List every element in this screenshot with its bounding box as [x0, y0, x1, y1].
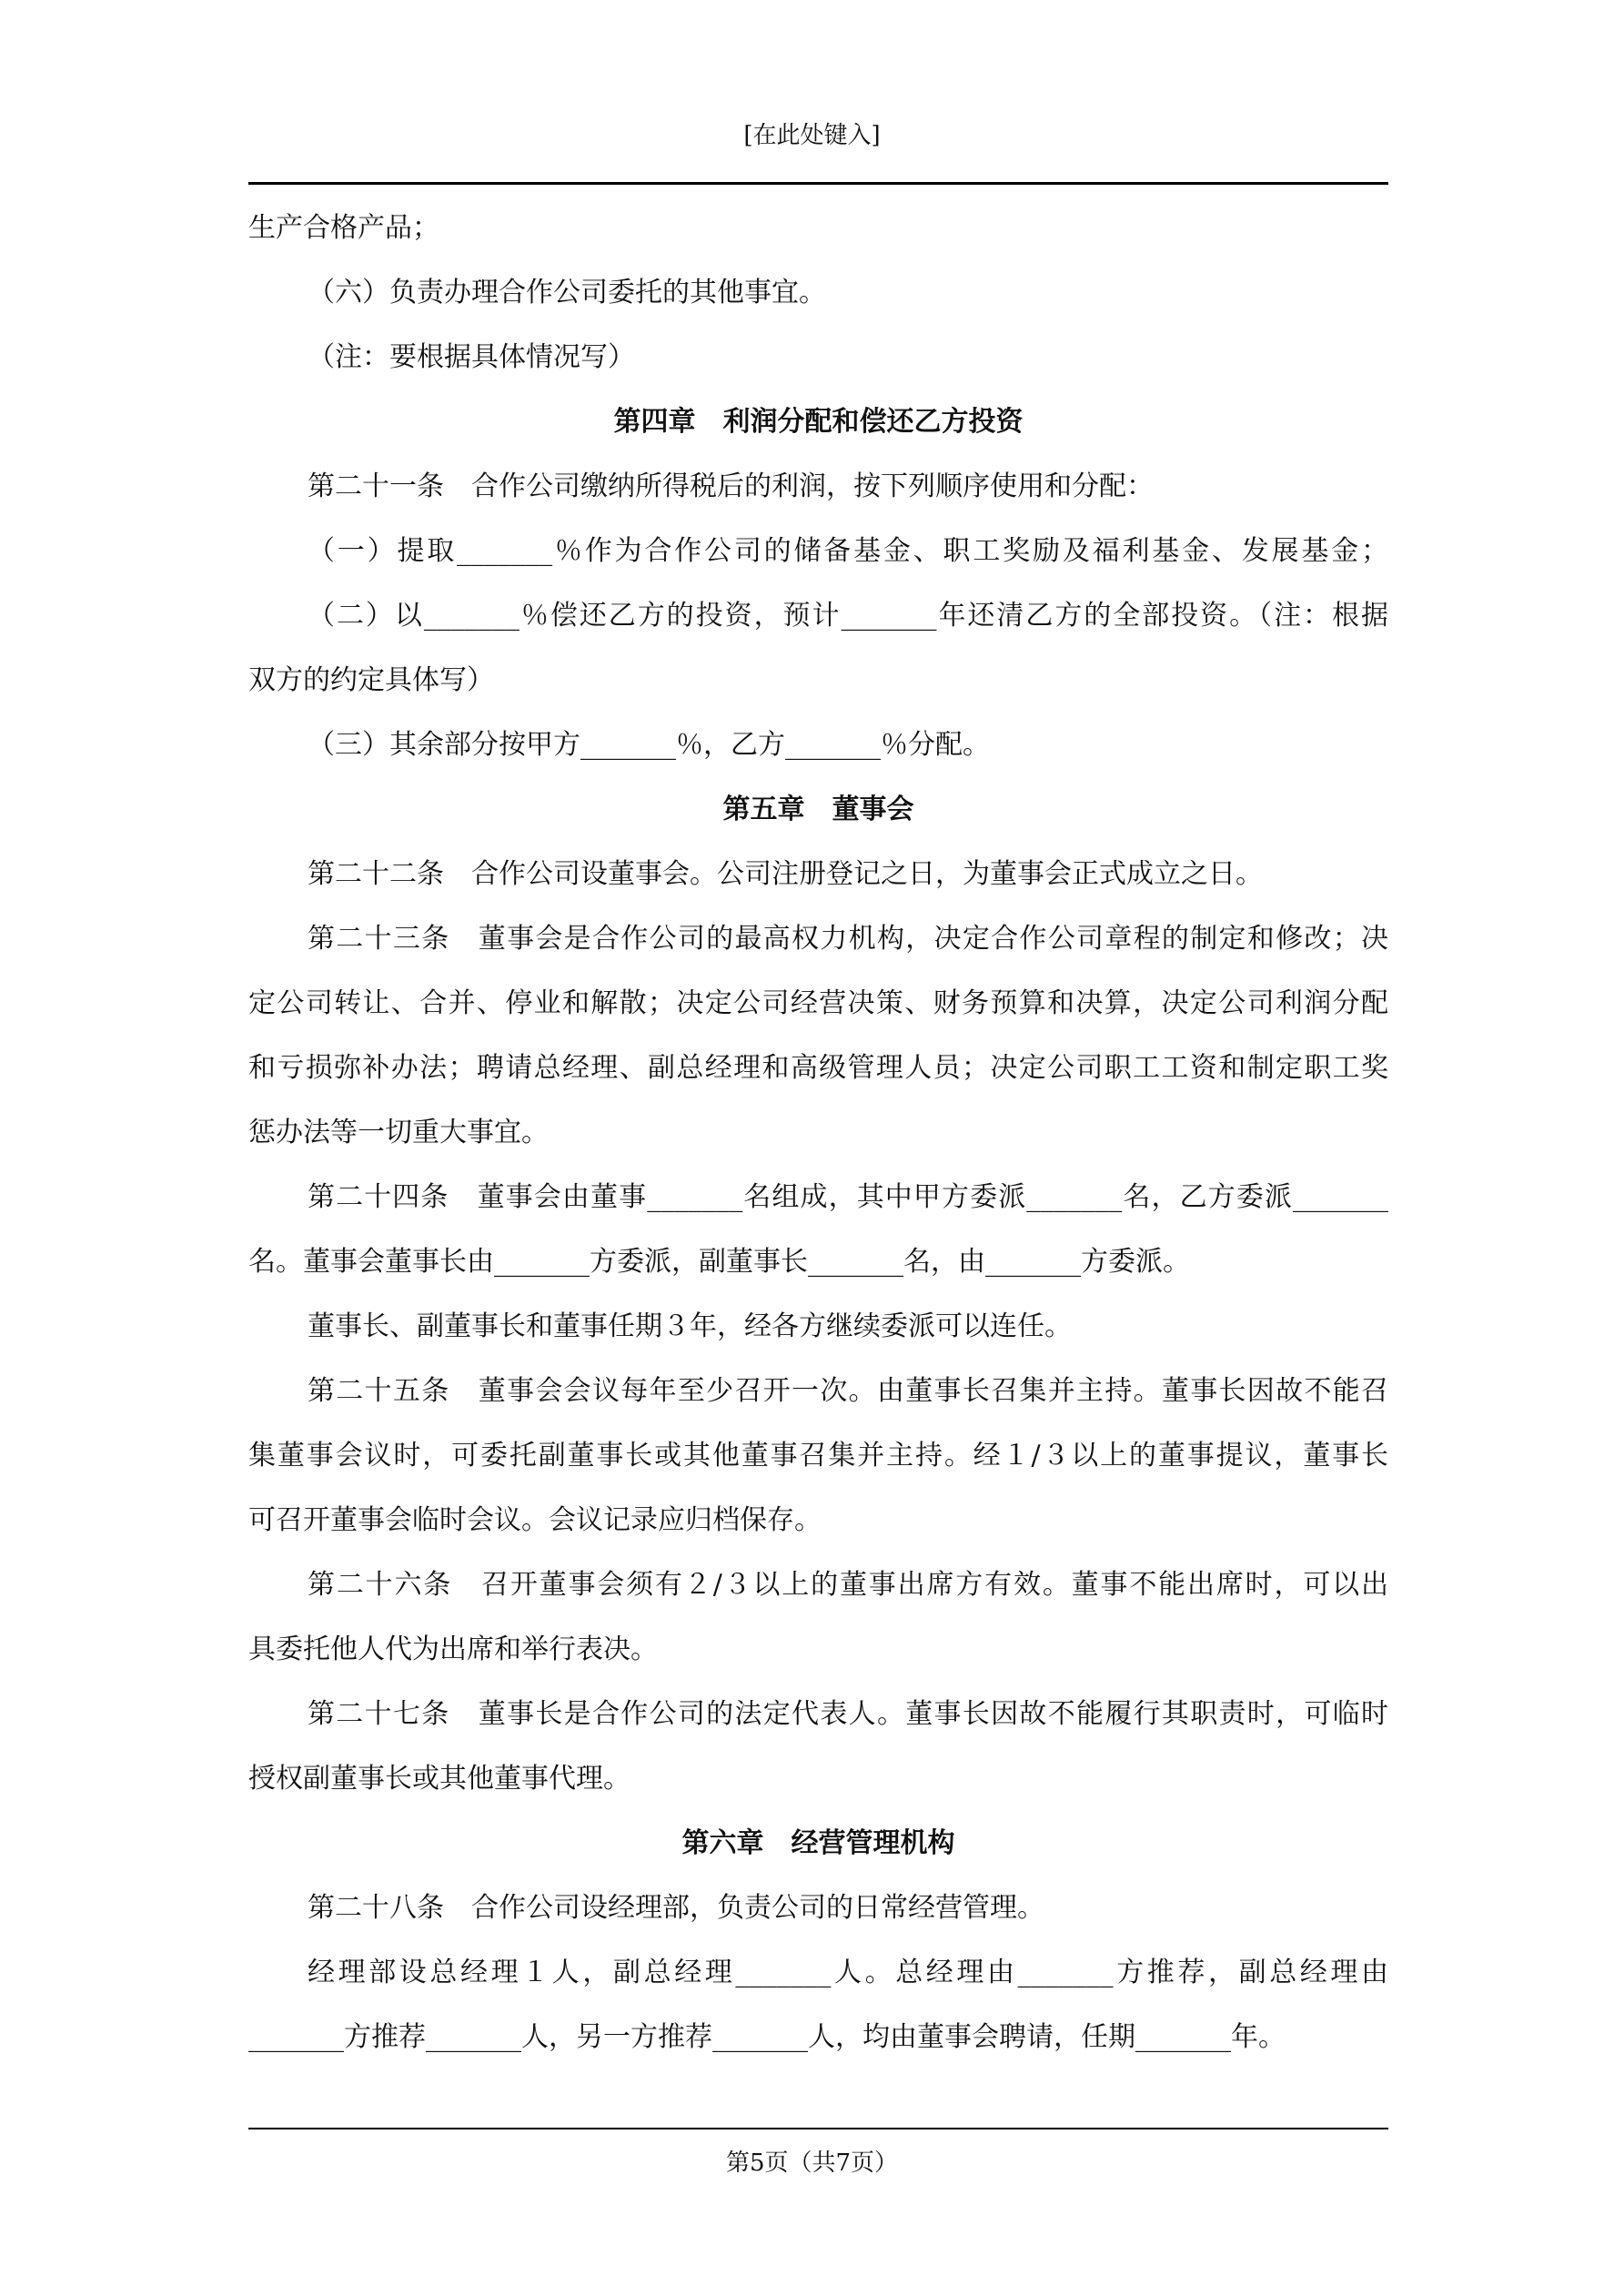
text-line: 第二十四条 董事会由董事_______名组成，其中甲方委派_______名，乙方委派_______	[308, 1181, 1388, 1213]
text-line: 授权副董事长或其他董事代理。	[248, 1763, 630, 1795]
text-line: 具委托他人代为出席和举行表决。	[248, 1633, 658, 1665]
text-line: 可召开董事会临时会议。会议记录应归档保存。	[248, 1504, 822, 1536]
text-line: 第二十二条 合作公司设董事会。公司注册登记之日，为董事会正式成立之日。	[308, 858, 1263, 890]
text-line: （六）负责办理合作公司委托的其他事宜。	[308, 277, 826, 308]
chapter-heading: 第四章 利润分配和偿还乙方投资	[613, 406, 1024, 438]
text-line: 第二十一条 合作公司缴纳所得税后的利润，按下列顺序使用和分配：	[308, 470, 1154, 502]
text-line: 名。董事会董事长由_______方委派，副董事长_______名，由_______方委派。	[248, 1246, 1190, 1278]
text-line: 经理部设总经理１人，副总经理_______人。总经理由_______方推荐，副总经理由	[308, 1957, 1388, 1988]
text-line: （一）提取_______％作为合作公司的储备基金、职工奖励及福利基金、发展基金；	[308, 535, 1388, 567]
text-line: 双方的约定具体写）	[248, 664, 494, 696]
text-line: _______方推荐_______人，另一方推荐_______人，均由董事会聘请，任期_______年。	[248, 2021, 1286, 2053]
document-body	[248, 196, 1388, 2069]
text-line: 和亏损弥补办法；聘请总经理、副总经理和高级管理人员；决定公司职工工资和制定职工奖	[248, 1052, 1388, 1084]
chapter-heading: 第五章 董事会	[722, 794, 914, 825]
text-line: 集董事会议时，可委托副董事长或其他董事召集并主持。经１/３以上的董事提议，董事长	[248, 1440, 1388, 1472]
text-line: （注：要根据具体情况写）	[308, 341, 635, 373]
text-line: 第二十七条 董事长是合作公司的法定代表人。董事长因故不能履行其职责时，可临时	[308, 1698, 1388, 1730]
text-line: 第二十六条 召开董事会须有２/３以上的董事出席方有效。董事不能出席时，可以出	[308, 1569, 1388, 1601]
text-line: 第二十三条 董事会是合作公司的最高权力机构，决定合作公司章程的制定和修改；决	[308, 923, 1388, 955]
header-divider	[248, 182, 1388, 185]
text-line: （二）以_______％偿还乙方的投资，预计_______年还清乙方的全部投资。（注：根据	[308, 600, 1388, 632]
text-line: （三）其余部分按甲方_______％，乙方_______％分配。	[308, 729, 990, 761]
page-footer: 第5页（共7页）	[725, 2149, 899, 2177]
text-line: 第二十五条 董事会会议每年至少召开一次。由董事长召集并主持。董事长因故不能召	[308, 1375, 1388, 1407]
text-line: 生产合格产品；	[248, 212, 439, 244]
text-line: 董事长、副董事长和董事任期３年，经各方继续委派可以连任。	[308, 1310, 1072, 1342]
text-line: 定公司转让、合并、停业和解散；决定公司经营决策、财务预算和决算，决定公司利润分配	[248, 987, 1388, 1019]
chapter-heading: 第六章 经营管理机构	[681, 1827, 955, 1859]
text-line: 第二十八条 合作公司设经理部，负责公司的日常经营管理。	[308, 1892, 1044, 1924]
page-header: [在此处键入]	[743, 122, 881, 149]
footer-divider	[248, 2128, 1388, 2129]
text-line: 惩办法等一切重大事宜。	[248, 1117, 549, 1148]
